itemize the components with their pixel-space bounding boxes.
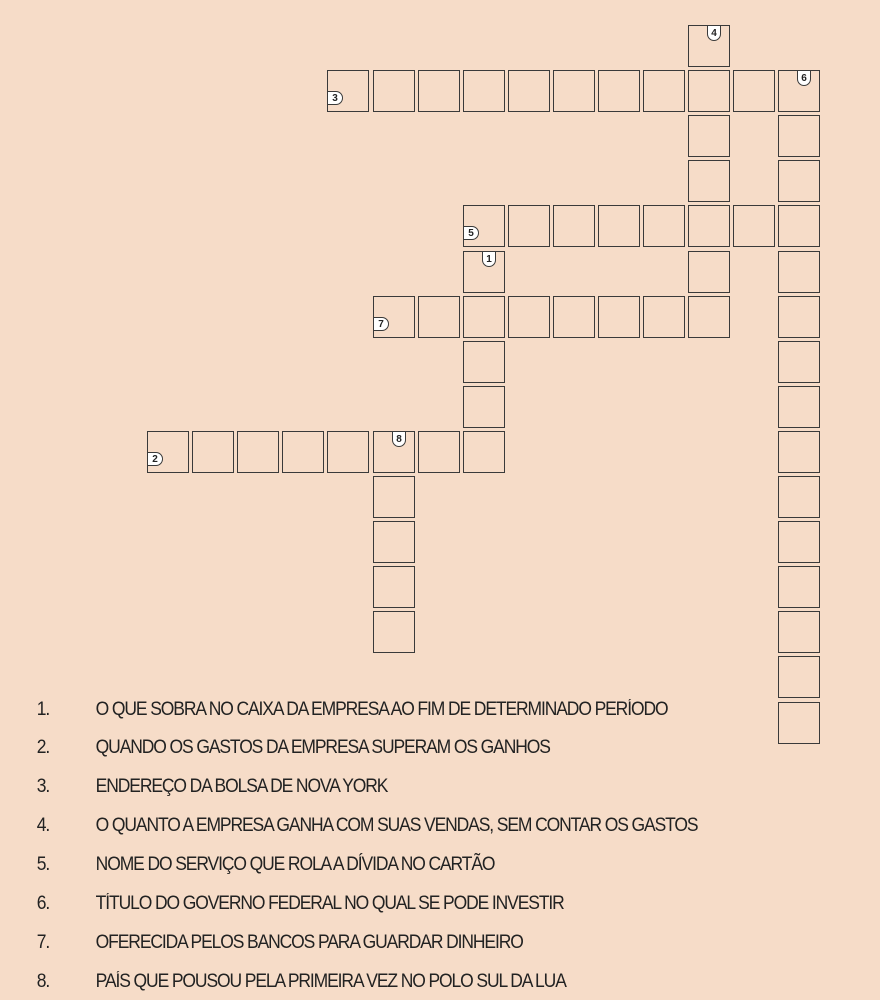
crossword-cell[interactable] [778,566,820,608]
crossword-cell[interactable] [373,611,415,653]
clue-item-1 [0,692,810,728]
crossword-cell[interactable] [418,296,460,338]
clue-number-badge: 7 [373,317,389,331]
crossword-cell[interactable] [327,70,369,112]
crossword-cell[interactable] [373,521,415,563]
clue-number: 1. [36,699,50,720]
crossword-cell[interactable] [508,296,550,338]
clue-text: O QUE SOBRA NO CAIXA DA EMPRESA AO FIM DE DETERMINADO PERÍODO [95,699,668,720]
clue-number-badge: 8 [392,431,406,447]
clue-number-badge: 5 [463,226,479,240]
crossword-cell[interactable] [463,251,505,293]
crossword-cell[interactable] [778,341,820,383]
crossword-cell[interactable] [418,431,460,473]
clue-number: 5. [36,854,50,875]
clue-number: 8. [36,971,50,992]
crossword-cell[interactable] [282,431,324,473]
clue-number-badge: 1 [482,251,496,267]
clue-text: PAÍS QUE POUSOU PELA PRIMEIRA VEZ NO POLO SUL DA LUA [95,971,566,992]
crossword-cell[interactable] [598,70,640,112]
crossword-cell[interactable] [463,296,505,338]
crossword-cell[interactable] [463,386,505,428]
crossword-cell[interactable] [778,611,820,653]
clue-number: 4. [36,815,50,836]
crossword-cell[interactable] [508,70,550,112]
crossword-cell[interactable] [778,115,820,157]
crossword-cell[interactable] [778,521,820,563]
clue-number: 7. [36,932,50,953]
clue-number: 6. [36,893,50,914]
clue-number-badge: 6 [797,70,811,86]
crossword-cell[interactable] [237,431,279,473]
crossword-cell[interactable] [688,25,730,67]
crossword-cell[interactable] [778,160,820,202]
crossword-cell[interactable] [688,205,730,247]
crossword-cell[interactable] [688,251,730,293]
crossword-cell[interactable] [688,115,730,157]
clue-number: 2. [36,737,50,758]
crossword-cell[interactable] [688,70,730,112]
clue-text: OFERECIDA PELOS BANCOS PARA GUARDAR DINHEIRO [95,932,523,953]
crossword-cell[interactable] [598,205,640,247]
clue-text: ENDEREÇO DA BOLSA DE NOVA YORK [95,776,388,797]
crossword-cell[interactable] [643,205,685,247]
crossword-cell[interactable] [373,431,415,473]
crossword-cell[interactable] [147,431,189,473]
crossword-cell[interactable] [778,431,820,473]
crossword-cell[interactable] [508,205,550,247]
crossword-cell[interactable] [463,341,505,383]
crossword-cell[interactable] [778,251,820,293]
clue-text: O QUANTO A EMPRESA GANHA COM SUAS VENDAS, SEM CONTAR OS GASTOS [95,815,698,836]
clue-item-3 [0,769,810,805]
clue-item-8 [0,964,810,1000]
crossword-cell[interactable] [643,296,685,338]
crossword-cell[interactable] [373,296,415,338]
clue-text: TÍTULO DO GOVERNO FEDERAL NO QUAL SE PODE INVESTIR [95,893,564,914]
clue-number-badge: 4 [707,25,721,41]
crossword-cell[interactable] [778,205,820,247]
crossword-cell[interactable] [463,431,505,473]
crossword-cell[interactable] [463,70,505,112]
crossword-cell[interactable] [192,431,234,473]
crossword-cell[interactable] [373,476,415,518]
crossword-cell[interactable] [733,70,775,112]
clue-number-badge: 2 [147,452,163,466]
crossword-cell[interactable] [643,70,685,112]
crossword-cell[interactable] [778,296,820,338]
clue-text: NOME DO SERVIÇO QUE ROLA A DÍVIDA NO CARTÃO [95,854,495,875]
crossword-cell[interactable] [688,296,730,338]
clue-item-6 [0,886,810,922]
crossword-cell[interactable] [778,476,820,518]
crossword-cell[interactable] [598,296,640,338]
clue-number: 3. [36,776,50,797]
crossword-cell[interactable] [688,160,730,202]
crossword-cell[interactable] [553,70,595,112]
crossword-cell[interactable] [733,205,775,247]
crossword-cell[interactable] [778,386,820,428]
crossword-cell[interactable] [553,296,595,338]
crossword-cell[interactable] [553,205,595,247]
crossword-cell[interactable] [778,70,820,112]
crossword-cell[interactable] [373,566,415,608]
crossword-cell[interactable] [373,70,415,112]
crossword-cell[interactable] [418,70,460,112]
clue-item-4 [0,808,810,844]
crossword-cell[interactable] [463,205,505,247]
clue-item-5 [0,847,810,883]
clue-item-2 [0,730,810,766]
crossword-cell[interactable] [327,431,369,473]
clue-text: QUANDO OS GASTOS DA EMPRESA SUPERAM OS GANHOS [95,737,550,758]
clue-number-badge: 3 [327,91,343,105]
clue-item-7 [0,925,810,961]
